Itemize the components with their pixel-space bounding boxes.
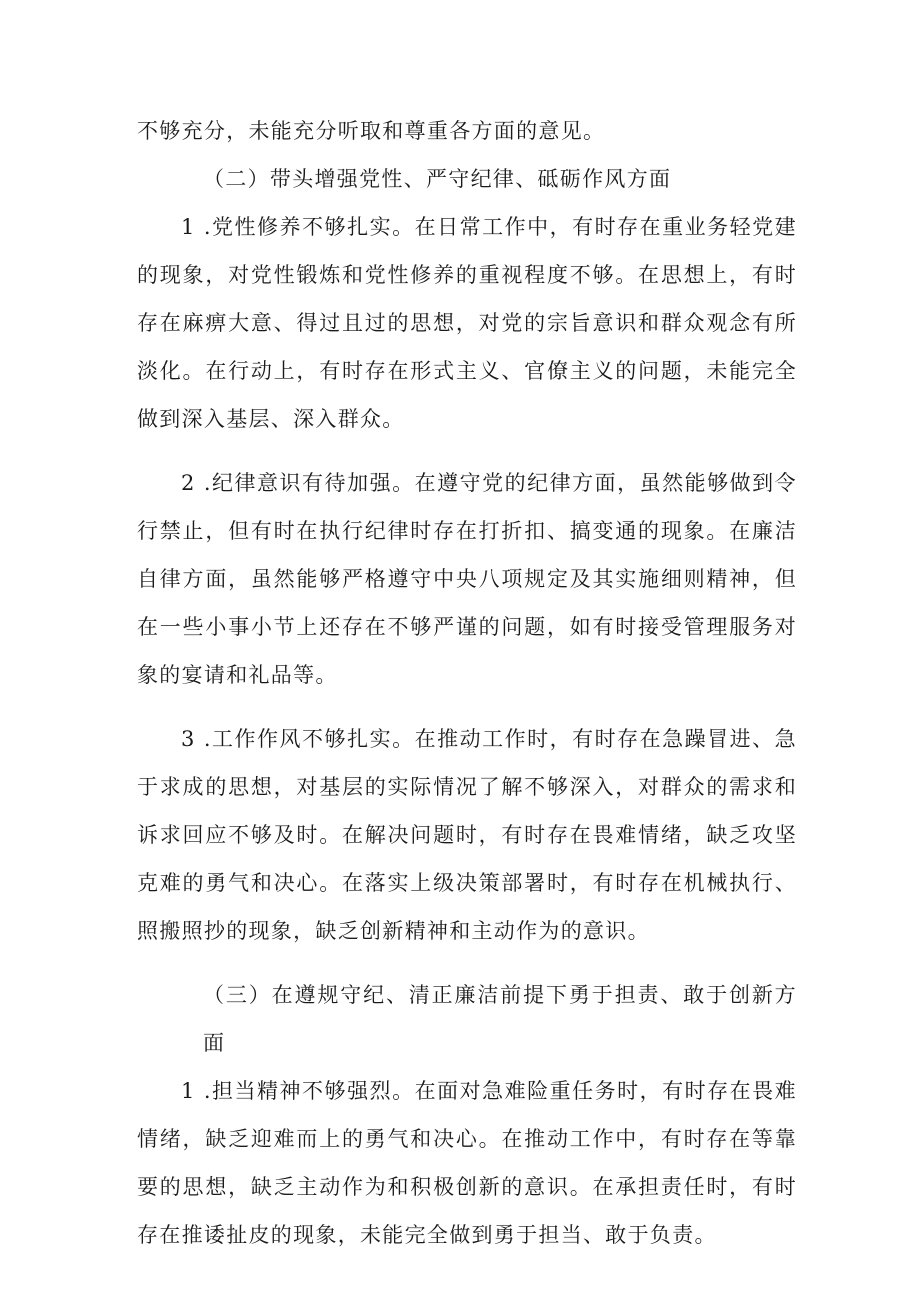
paragraph-item-2: 2 .纪律意识有待加强。在遵守党的纪律方面，虽然能够做到令行禁止，但有时在执行纪律时存在打折扣、搞变通的现象。在廉洁自律方面，虽然能够严格遵守中央八项规定及其实施细则精神，但在一些小事小节上还存在不够严谨的问题，如有时接受管理服务对象的宴请和礼品等。 <box>137 471 797 687</box>
document-body <box>137 107 797 1259</box>
paragraph-item-1: 1 .党性修养不够扎实。在日常工作中，有时存在重业务轻党建的现象，对党性锻炼和党性修养的重视程度不够。在思想上，有时存在麻痹大意、得过且过的思想，对党的宗旨意识和群众观念有所淡化。在行动上，有时存在形式主义、官僚主义的问题，未能完全做到深入基层、深入群众。 <box>137 215 797 431</box>
section-heading-3: （三）在遵规守纪、清正廉洁前提下勇于担责、敢于创新方面 <box>203 983 797 1055</box>
paragraph-item-3: 3 .工作作风不够扎实。在推动工作时，有时存在急躁冒进、急于求成的思想，对基层的实际情况了解不够深入，对群众的需求和诉求回应不够及时。在解决问题时，有时存在畏难情绪，缺乏攻坚克难的勇气和决心。在落实上级决策部署时，有时存在机械执行、照搬照抄的现象，缺乏创新精神和主动作为的意识。 <box>137 727 797 943</box>
section-heading-2: （二）带头增强党性、严守纪律、砥砺作风方面 <box>203 167 672 191</box>
paragraph-item-1-section-3: 1 .担当精神不够强烈。在面对急难险重任务时，有时存在畏难情绪，缺乏迎难而上的勇气和决心。在推动工作中，有时存在等靠要的思想，缺乏主动作为和积极创新的意识。在承担责任时，有时存在推诿扯皮的现象，未能完全做到勇于担当、敢于负责。 <box>137 1079 797 1247</box>
paragraph-continuation: 不够充分，未能充分听取和尊重各方面的意见。 <box>137 119 606 143</box>
